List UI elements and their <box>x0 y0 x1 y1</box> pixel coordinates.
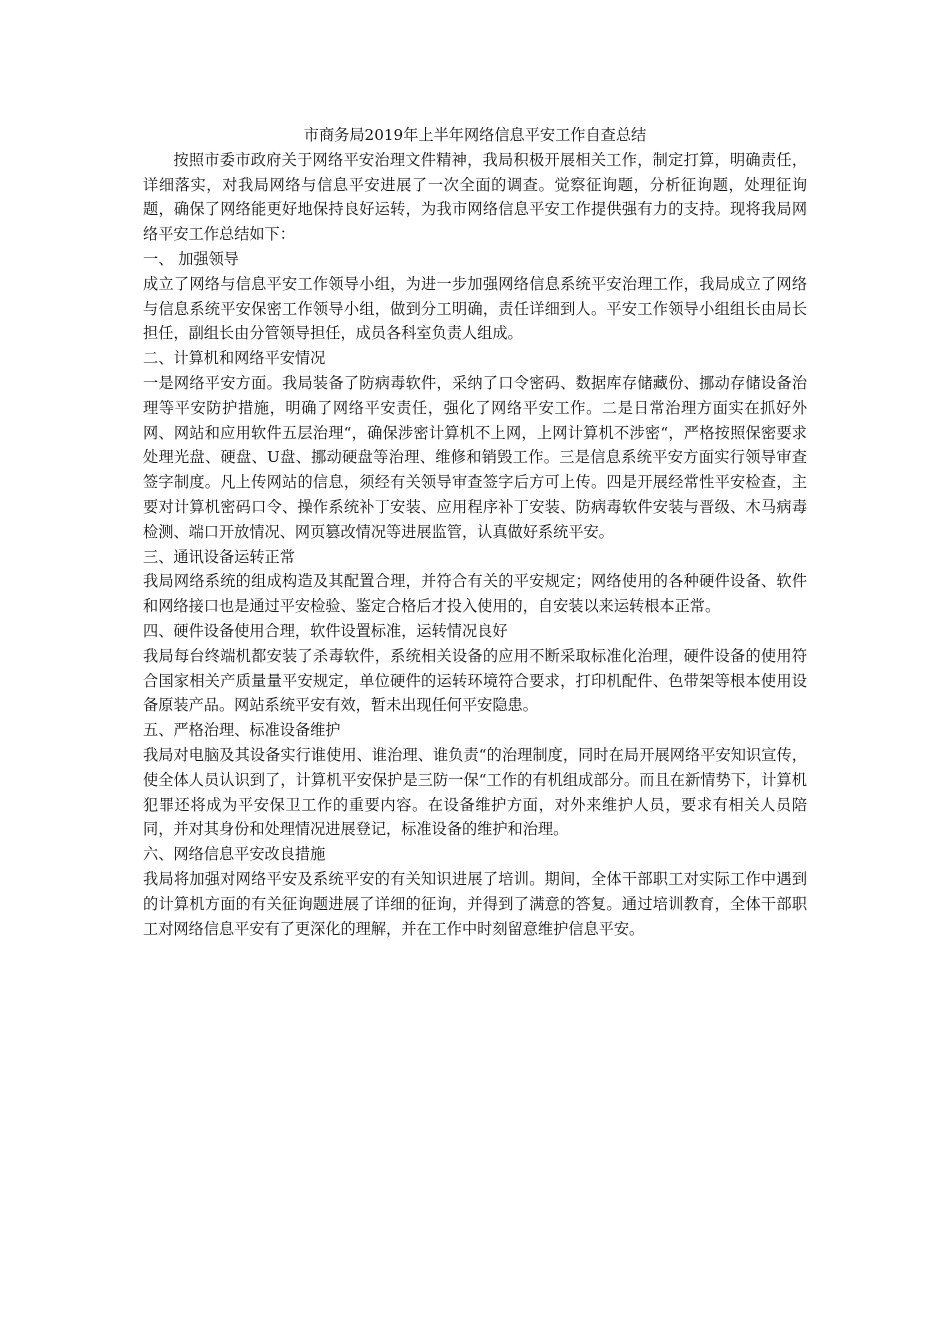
document-title: 市商务局2019年上半年网络信息平安工作自查总结 <box>303 126 647 144</box>
section-heading-1: 一、 加强领导 <box>143 249 239 268</box>
section-heading-2: 二、计算机和网络平安情况 <box>143 349 326 368</box>
section-body-3: 我局网络系统的组成构造及其配置合理，并符合有关的平安规定；网络使用的各种硬件设备、软件和网络接口也是通过平安检验、鉴定合格后才投入使用的，自安装以来运转根本正常。 <box>143 572 807 616</box>
section-body-5: 我局对电脑及其设备实行谁使用、谁治理、谁负责“的治理制度，同时在局开展网络平安知识宣传，使全体人员认识到了，计算机平安保护是三防一保“工作的有机组成部分。而且在新情势下，计算机犯罪还将成为平安保卫工作的重要内容。在设备维护方面，对外来维护人员，要求有相关人员陪同，并对其身份和处理情况进展登记，标准设备的维护和治理。 <box>143 745 807 839</box>
section-body-1: 成立了网络与信息平安工作领导小组，为进一步加强网络信息系统平安治理工作，我局成立了网络与信息系统平安保密工作领导小组，做到分工明确，责任详细到人。平安工作领导小组组长由局长担任，副组长由分管领导担任，成员各科室负责人组成。 <box>143 274 807 343</box>
section-heading-5: 五、严格治理、标准设备维护 <box>143 721 341 740</box>
document-body <box>143 123 807 941</box>
section-heading-6: 六、网络信息平安改良措施 <box>143 845 326 864</box>
section-body-2: 一是网络平安方面。我局装备了防病毒软件，采纳了口令密码、数据库存储藏份、挪动存储设备治理等平安防护措施，明确了网络平安责任，强化了网络平安工作。二是日常治理方面实在抓好外网、网站和应用软件五层治理“，确保涉密计算机不上网，上网计算机不涉密“，严格按照保密要求处理光盘、硬盘、U盘、挪动硬盘等治理、维修和销毁工作。三是信息系统平安方面实行领导审查签字制度。凡上传网站的信息，须经有关领导审查签字后方可上传。四是开展经常性平安检查，主要对计算机密码口令、操作系统补丁安装、应用程序补丁安装、防病毒软件安装与晋级、木马病毒检测、端口开放情况、网页篡改情况等进展监管，认真做好系统平安。 <box>143 373 807 541</box>
intro-paragraph: 按照市委市政府关于网络平安治理文件精神，我局积极开展相关工作，制定打算，明确责任，详细落实，对我局网络与信息平安进展了一次全面的调查。觉察征询题，分析征询题，处理征询题，确保了网络能更好地保持良好运转，为我市网络信息平安工作提供强有力的支持。现将我局网络平安工作总结如下： <box>143 150 807 244</box>
section-body-6: 我局将加强对网络平安及系统平安的有关知识进展了培训。期间，全体干部职工对实际工作中遇到的计算机方面的有关征询题进展了详细的征询，并得到了满意的答复。通过培训教育，全体干部职工对网络信息平安有了更深化的理解，并在工作中时刻留意维护信息平安。 <box>143 869 807 938</box>
section-heading-3: 三、通讯设备运转正常 <box>143 547 295 566</box>
section-heading-4: 四、硬件设备使用合理，软件设置标准，运转情况良好 <box>143 621 508 640</box>
section-body-4: 我局每台终端机都安装了杀毒软件，系统相关设备的应用不断采取标准化治理，硬件设备的使用符合国家相关产质量量平安规定，单位硬件的运转环境符合要求，打印机配件、色带架等根本使用设备原装产品。网站系统平安有效，暂未出现任何平安隐患。 <box>143 646 807 715</box>
